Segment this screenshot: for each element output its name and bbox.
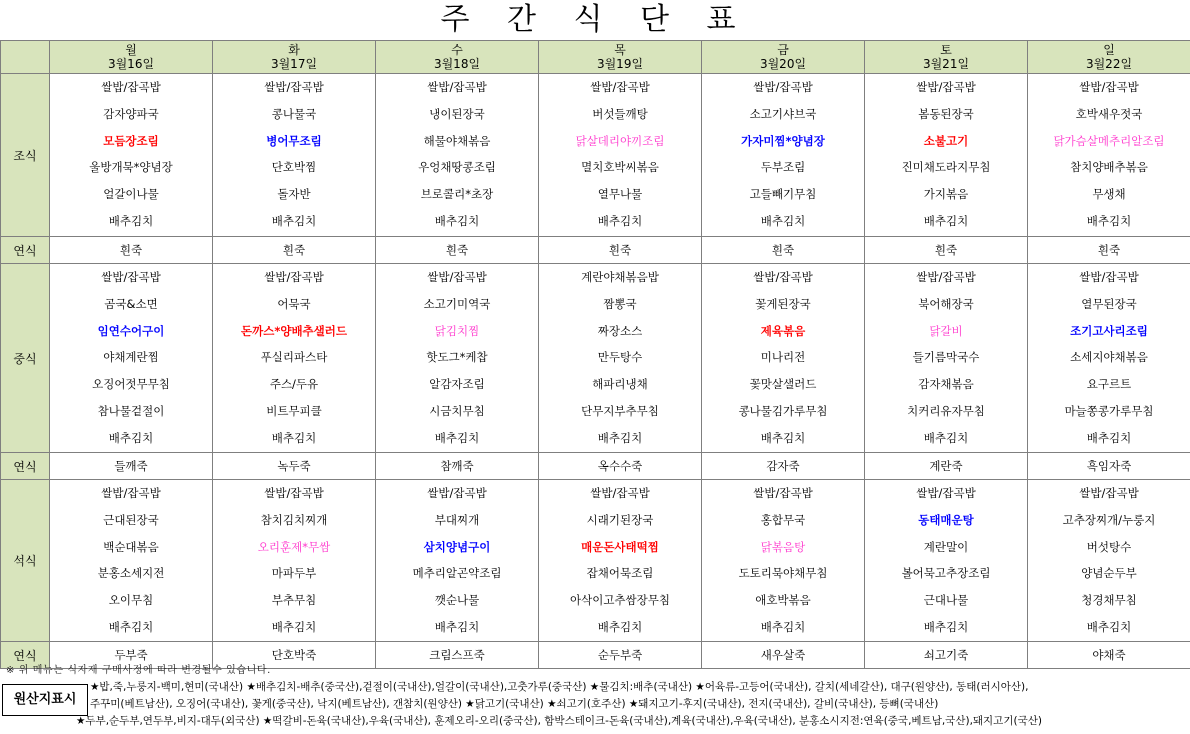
menu-item: 멸치호박씨볶음	[581, 160, 659, 175]
menu-item: 제육볶음	[760, 323, 806, 338]
menu-item: 쌀밥/잡곡밥	[427, 486, 487, 500]
menu-item: 분홍소세지전	[97, 566, 165, 581]
menu-item: 가지볶음	[923, 187, 969, 202]
menu-item: 들기름막국수	[912, 350, 980, 365]
menu-item: 짜장소스	[597, 323, 643, 338]
menu-item: 치커리유자무침	[907, 403, 985, 418]
breakfast-cell	[702, 74, 865, 237]
snack-cell: 새우살죽	[702, 642, 865, 669]
menu-item: 배추김치	[1086, 430, 1132, 445]
snack-cell: 두부죽	[50, 642, 213, 669]
menu-item: 부추무침	[271, 593, 317, 608]
snack-cell: 흰죽	[1028, 237, 1190, 264]
snack-cell: 옥수수죽	[539, 453, 702, 480]
snack-label: 연식	[1, 642, 50, 669]
menu-item: 배추김치	[271, 430, 317, 445]
menu-item: 꽃게된장국	[755, 296, 811, 311]
menu-item: 소불고기	[923, 133, 969, 148]
day-date: 3월21일	[922, 57, 970, 71]
menu-item: 가자미찜*양념장	[741, 133, 825, 148]
menu-item: 쌀밥/잡곡밥	[1079, 270, 1139, 284]
breakfast-label: 조식	[1, 74, 50, 237]
day-name: 금	[777, 43, 789, 57]
menu-item: 짬뽕국	[603, 296, 637, 311]
menu-item: 쌀밥/잡곡밥	[1079, 80, 1139, 94]
day-name: 목	[614, 43, 626, 57]
snack-cell: 흰죽	[213, 237, 376, 264]
menu-item: 양념순두부	[1081, 566, 1137, 581]
breakfast-cell	[376, 74, 539, 237]
menu-item: 삼치양념구이	[423, 539, 491, 554]
menu-item: 배추김치	[1086, 213, 1132, 228]
header-row	[1, 41, 1190, 74]
snack-cell: 흰죽	[376, 237, 539, 264]
day-name: 수	[451, 43, 463, 57]
menu-item: 닭볶음탕	[760, 539, 806, 554]
dinner-cell	[213, 480, 376, 642]
breakfast-row	[1, 74, 1190, 237]
menu-item: 쌀밥/잡곡밥	[916, 80, 976, 94]
menu-item: 쌀밥/잡곡밥	[753, 486, 813, 500]
menu-item: 감자채볶음	[918, 377, 974, 392]
dinner-cell	[702, 480, 865, 642]
day-name: 토	[940, 43, 952, 57]
menu-item: 계란말이	[923, 539, 969, 554]
menu-item: 잡채어묵조림	[586, 566, 654, 581]
day-header	[539, 41, 702, 74]
day-date: 3월16일	[107, 57, 155, 71]
menu-item: 참나물겉절이	[97, 403, 165, 418]
menu-item: 쌀밥/잡곡밥	[264, 80, 324, 94]
menu-item: 배추김치	[760, 619, 806, 634]
lunch-cell	[865, 264, 1028, 453]
snack-cell: 흰죽	[702, 237, 865, 264]
menu-item: 쌀밥/잡곡밥	[1079, 486, 1139, 500]
snack-cell: 순두부죽	[539, 642, 702, 669]
menu-item: 버섯탕수	[1086, 539, 1132, 554]
menu-item: 마파두부	[271, 566, 317, 581]
menu-item: 모듬장조림	[103, 133, 159, 148]
snack-cell: 들깨죽	[50, 453, 213, 480]
lunch-row	[1, 264, 1190, 453]
snack-cell: 감자죽	[702, 453, 865, 480]
menu-item: 돌자반	[277, 187, 311, 202]
menu-item: 배추김치	[1086, 619, 1132, 634]
menu-item: 쌀밥/잡곡밥	[753, 80, 813, 94]
menu-item: 배추김치	[597, 213, 643, 228]
menu-item: 어묵국	[277, 296, 311, 311]
menu-item: 울방개묵*양념장	[89, 160, 173, 175]
menu-item: 볼어묵고추장조림	[901, 566, 991, 581]
menu-item: 닭김치찜	[434, 323, 480, 338]
menu-item: 쌀밥/잡곡밥	[427, 80, 487, 94]
origin-line-2: 주꾸미(베트남산), 오징어(국내산), 꽃게(중국산), 낙지(베트남산), 갠참치(원양산) ★닭고기(국내산) ★쇠고기(호주산) ★돼지고기-후지(국내산), 전지(국내산), 갈비(국내산), 등뼈(국내산)	[90, 698, 939, 710]
menu-item: 얼갈이나물	[103, 187, 159, 202]
dinner-label: 석식	[1, 480, 50, 642]
day-date: 3월22일	[1085, 57, 1133, 71]
menu-item: 봄동된장국	[918, 106, 974, 121]
menu-item: 배추김치	[923, 430, 969, 445]
menu-item: 도토리묵야채무침	[738, 566, 828, 581]
day-name: 월	[125, 43, 137, 57]
menu-item: 오이무침	[108, 593, 154, 608]
menu-item: 배추김치	[923, 213, 969, 228]
menu-item: 조기고사리조림	[1070, 323, 1148, 338]
menu-item: 열무된장국	[1081, 296, 1137, 311]
menu-item: 임연수어구이	[97, 323, 165, 338]
origin-label: 원산지표시	[2, 684, 88, 716]
menu-item: 매운돈사태떡찜	[581, 539, 659, 554]
lunch-cell	[702, 264, 865, 453]
menu-item: 푸실리파스타	[260, 350, 328, 365]
menu-item: 청경채무침	[1081, 593, 1137, 608]
menu-item: 쌀밥/잡곡밥	[101, 80, 161, 94]
snack-cell: 녹두죽	[213, 453, 376, 480]
day-name: 일	[1103, 43, 1115, 57]
snack-cell: 흰죽	[50, 237, 213, 264]
breakfast-cell	[213, 74, 376, 237]
day-header	[865, 41, 1028, 74]
menu-item: 쌀밥/잡곡밥	[101, 486, 161, 500]
menu-item: 감자양파국	[103, 106, 159, 121]
menu-item: 요구르트	[1086, 377, 1132, 392]
snack-cell: 야채죽	[1028, 642, 1190, 669]
menu-item: 콩나물국	[271, 106, 317, 121]
lunch-cell	[539, 264, 702, 453]
dinner-cell	[865, 480, 1028, 642]
origin-text	[76, 679, 1188, 730]
menu-item: 열무나물	[597, 187, 643, 202]
menu-item: 시래기된장국	[586, 512, 654, 527]
menu-item: 배추김치	[597, 430, 643, 445]
menu-item: 곰국&소면	[104, 296, 158, 311]
dinner-cell	[539, 480, 702, 642]
menu-item: 알감자조림	[429, 377, 485, 392]
dinner-cell	[1028, 480, 1190, 642]
menu-item: 닭가슴살메추리알조림	[1053, 133, 1165, 148]
menu-item: 단무지부추무침	[581, 403, 659, 418]
menu-item: 돈까스*양배추샐러드	[241, 323, 347, 338]
menu-item: 부대찌개	[434, 512, 480, 527]
menu-item: 쌀밥/잡곡밥	[916, 270, 976, 284]
day-date: 3월17일	[270, 57, 318, 71]
snack-label: 연식	[1, 237, 50, 264]
menu-item: 아삭이고추쌈장무침	[570, 593, 670, 608]
weekly-menu-table	[0, 40, 1190, 669]
menu-item: 참치김치찌개	[260, 512, 328, 527]
day-date: 3월18일	[433, 57, 481, 71]
breakfast-cell	[1028, 74, 1190, 237]
menu-item: 호박새우젓국	[1075, 106, 1143, 121]
lunch-cell	[1028, 264, 1190, 453]
menu-item: 쌀밥/잡곡밥	[753, 270, 813, 284]
snack-cell: 흰죽	[539, 237, 702, 264]
menu-item: 쌀밥/잡곡밥	[101, 270, 161, 284]
menu-item: 해물야채볶음	[423, 133, 491, 148]
menu-item: 비트무피클	[266, 403, 322, 418]
menu-item: 배추김치	[597, 619, 643, 634]
menu-item: 근대된장국	[103, 512, 159, 527]
menu-item: 북어해장국	[918, 296, 974, 311]
lunch-label: 중식	[1, 264, 50, 453]
lunch_snack-row	[1, 453, 1190, 480]
dinner-cell	[376, 480, 539, 642]
snack-cell: 참깨죽	[376, 453, 539, 480]
menu-item: 참치양배추볶음	[1070, 160, 1148, 175]
menu-item: 야채계란찜	[103, 350, 159, 365]
menu-item: 배추김치	[434, 619, 480, 634]
menu-item: 깻순나물	[434, 593, 480, 608]
menu-item: 배추김치	[108, 430, 154, 445]
menu-item: 쌀밥/잡곡밥	[264, 486, 324, 500]
menu-item: 오리훈제*무쌈	[257, 539, 331, 554]
origin-line-1: ★밥,죽,누룽지-백미,현미(국내산) ★배추김치-배추(중국산),겉절이(국내산),얼갈이(국내산),고춧가루(중국산) ★물김치:배추(국내산) ★어육류-고등어(국내산), 갈치(세네갈산), 대구(원양산), 동태(러시아산),	[90, 681, 1029, 693]
menu-item: 배추김치	[434, 430, 480, 445]
menu-item: 주스/두유	[269, 377, 319, 392]
menu-item: 냉이된장국	[429, 106, 485, 121]
menu-item: 꽃맛살샐러드	[749, 377, 817, 392]
menu-item: 마늘쫑콩가루무침	[1064, 403, 1154, 418]
menu-item: 닭살데리야끼조림	[575, 133, 665, 148]
menu-item: 쌀밥/잡곡밥	[590, 486, 650, 500]
snack-cell: 크림스프죽	[376, 642, 539, 669]
origin-line-3: ★두부,순두부,연두부,비지-대두(외국산) ★떡갈비-돈육(국내산),우육(국내산), 훈제오리-오리(중국산), 함박스테이크-돈육(국내산),계육(국내산),우육(국내산), 분홍소시지전:연육(중국,베트남,국산),돼지고기(국산)	[76, 715, 1042, 727]
day-header	[702, 41, 865, 74]
day-date: 3월19일	[596, 57, 644, 71]
menu-item: 메추리알곤약조림	[412, 566, 502, 581]
menu-item: 만두탕수	[597, 350, 643, 365]
menu-item: 닭갈비	[929, 323, 963, 338]
day-date: 3월20일	[759, 57, 807, 71]
snack-cell: 단호박죽	[213, 642, 376, 669]
dinner-row	[1, 480, 1190, 642]
menu-item: 단호박찜	[271, 160, 317, 175]
menu-item: 배추김치	[923, 619, 969, 634]
menu-item: 배추김치	[760, 213, 806, 228]
dinner-cell	[50, 480, 213, 642]
menu-item: 미나리전	[760, 350, 806, 365]
breakfast-cell	[865, 74, 1028, 237]
menu-item: 배추김치	[271, 213, 317, 228]
menu-item: 소세지야채볶음	[1070, 350, 1148, 365]
snack-cell: 쇠고기죽	[865, 642, 1028, 669]
menu-item: 고추장찌개/누룽지	[1062, 512, 1156, 527]
snack-cell: 흑임자죽	[1028, 453, 1190, 480]
menu-item: 쌀밥/잡곡밥	[427, 270, 487, 284]
menu-item: 브로콜리*초장	[420, 187, 494, 202]
menu-item: 배추김치	[108, 213, 154, 228]
menu-item: 홍합무국	[760, 512, 806, 527]
lunch-cell	[50, 264, 213, 453]
menu-item: 배추김치	[434, 213, 480, 228]
menu-item: 두부조림	[760, 160, 806, 175]
menu-item: 오징어젓무무침	[92, 377, 170, 392]
menu-item: 고들빼기무침	[749, 187, 817, 202]
menu-item: 무생채	[1092, 187, 1126, 202]
snack-label: 연식	[1, 453, 50, 480]
day-name: 화	[288, 43, 300, 57]
day-header	[376, 41, 539, 74]
menu-item: 시금치무침	[429, 403, 485, 418]
menu-item: 진미채도라지무침	[901, 160, 991, 175]
menu-item: 배추김치	[760, 430, 806, 445]
snack-cell: 흰죽	[865, 237, 1028, 264]
lunch-cell	[376, 264, 539, 453]
menu-item: 동태매운탕	[918, 512, 974, 527]
breakfast-cell	[539, 74, 702, 237]
lunch-cell	[213, 264, 376, 453]
menu-item: 쌀밥/잡곡밥	[264, 270, 324, 284]
menu-item: 버섯들깨탕	[592, 106, 648, 121]
menu-item: 해파리냉채	[592, 377, 648, 392]
menu-item: 소고기미역국	[423, 296, 491, 311]
notice-text: ※ 위 메뉴는 식자재 구매사정에 따라 변경될수 있습니다.	[6, 665, 271, 676]
breakfast-cell	[50, 74, 213, 237]
menu-item: 쌀밥/잡곡밥	[590, 80, 650, 94]
menu-item: 근대나물	[923, 593, 969, 608]
menu-item: 콩나물김가루무침	[738, 403, 828, 418]
header-corner	[1, 41, 50, 74]
snack-cell: 계란죽	[865, 453, 1028, 480]
page-title: 주 간 식 단 표	[440, 2, 750, 37]
day-header	[1028, 41, 1190, 74]
menu-item: 소고기샤브국	[749, 106, 817, 121]
menu-item: 쌀밥/잡곡밥	[916, 486, 976, 500]
menu-item: 우엉채땅콩조림	[418, 160, 496, 175]
day-header	[50, 41, 213, 74]
menu-item: 핫도그*케찹	[426, 350, 488, 365]
menu-item: 병어무조림	[266, 133, 322, 148]
menu-item: 애호박볶음	[755, 593, 811, 608]
menu-item: 배추김치	[108, 619, 154, 634]
menu-item: 백순대볶음	[103, 539, 159, 554]
day-header	[213, 41, 376, 74]
menu-item: 배추김치	[271, 619, 317, 634]
menu-item: 계란야채볶음밥	[581, 270, 659, 284]
breakfast_snack-row	[1, 237, 1190, 264]
